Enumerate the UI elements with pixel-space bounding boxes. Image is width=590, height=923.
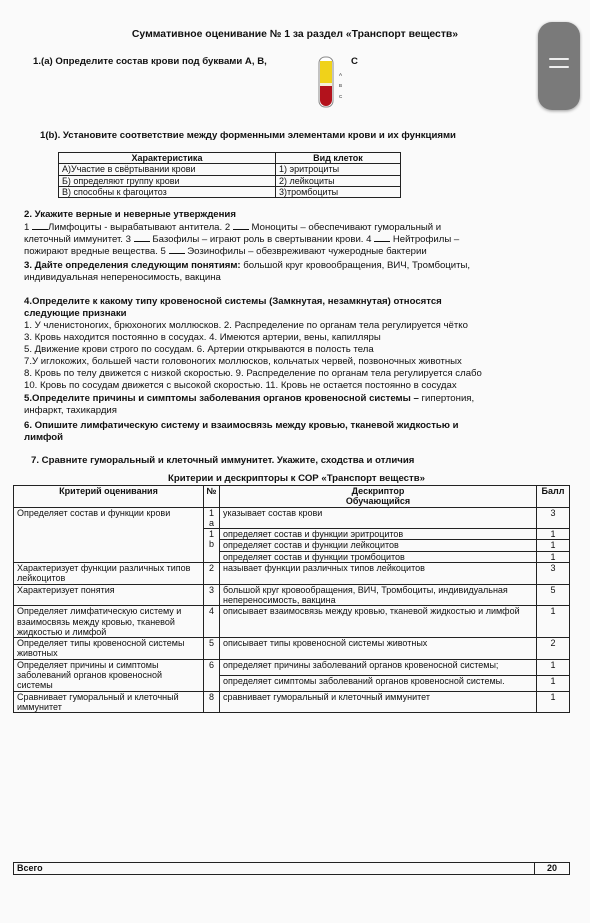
number-cell: 2: [204, 563, 220, 585]
table-row: [59, 175, 401, 186]
table-cell: 3)тромбоциты: [276, 186, 401, 197]
table-row: [14, 638, 570, 660]
score-cell: 3: [537, 563, 570, 585]
table-cell: 1) эритроциты: [276, 164, 401, 175]
total-value: 20: [535, 863, 570, 875]
statement-text: Лимфоциты - вырабатывают антитела. 2: [48, 222, 231, 233]
score-cell: 1: [537, 606, 570, 638]
question-5-line-2: инфаркт, тахикардия: [24, 405, 117, 416]
question-4-line: 5. Движение крови строго по сосудам. 6. Артерии открываются в полость тела: [24, 344, 374, 355]
answer-blank[interactable]: [32, 221, 48, 230]
svg-text:A: A: [339, 72, 343, 77]
statement-text: Базофилы – играют роль в свертывании крови. 4: [152, 234, 372, 245]
number-cell: 3: [204, 584, 220, 606]
question-4-line: 10. Кровь по сосудам движется с высокой скоростью. 11. Кровь не остается постоянно в сосудах: [24, 380, 457, 391]
page-title: Суммативное оценивание № 1 за раздел «Транспорт веществ»: [131, 29, 459, 40]
total-label: Всего: [14, 863, 535, 875]
matching-header-cell-type: Вид клеток: [276, 153, 401, 164]
header-criterion: Критерий оценивания: [14, 486, 204, 508]
criterion-cell: Определяет лимфатическую систему и взаимосвязь между кровью, тканевой жидкостью и лимфой: [14, 606, 204, 638]
total-row: [13, 862, 570, 875]
question-4-line: 1. У членистоногих, брюхоногих моллюсков. 2. Распределение по органам тела регулируется чётко: [24, 320, 468, 331]
descriptor-cell: называет функции различных типов лейкоцитов: [220, 563, 537, 585]
table-row: [14, 584, 570, 606]
number-cell: 1 а: [204, 507, 220, 529]
statement-number: 1: [24, 222, 30, 233]
criterion-cell: Определяет состав и функции крови: [14, 507, 204, 562]
answer-blank[interactable]: [374, 233, 390, 242]
question-4-line: 3. Кровь находится постоянно в сосудах. 4. Имеются артерии, вены, капилляры: [24, 332, 381, 343]
table-row: [14, 563, 570, 585]
descriptor-cell: большой круг кровообращения, ВИЧ, Тромбоциты, индивидуальная непереносимость, вакцина: [220, 584, 537, 606]
number-cell: 4: [204, 606, 220, 638]
question-2-line-3: [24, 245, 427, 257]
criteria-title: Критерии и дескрипторы к СОР «Транспорт веществ»: [168, 473, 425, 484]
statement-text: клеточный иммунитет. 3: [24, 234, 131, 245]
descriptor-cell: определяет симптомы заболеваний органов кровеносной системы.: [220, 675, 537, 691]
number-cell: 1 b: [204, 529, 220, 563]
header-number: №: [204, 486, 220, 508]
descriptor-cell: сравнивает гуморальный и клеточный иммунитет: [220, 691, 537, 713]
score-cell: 1: [537, 659, 570, 675]
criteria-header-row: [14, 486, 570, 508]
table-row: [59, 186, 401, 197]
question-4-heading: 4.Определите к какому типу кровеносной системы (Замкнутая, незамкнутая) относятся: [24, 296, 442, 307]
table-row: [14, 659, 570, 675]
question-5: [24, 393, 474, 404]
statement-text: Нейтрофилы –: [392, 234, 460, 245]
number-cell: 6: [204, 659, 220, 691]
scroll-handle[interactable]: [538, 22, 580, 110]
question-3-line-2: индивидуальная непереносимость, вакцина: [24, 272, 221, 283]
question-5-heading: 5.Определите причины и симптомы заболевания органов кровеносной системы –: [24, 393, 419, 404]
score-cell: 1: [537, 551, 570, 562]
score-cell: 1: [537, 540, 570, 551]
score-cell: 5: [537, 584, 570, 606]
question-4-line: 7.У иглокожих, большей части головоногих моллюсков, кольчатых червей, позвоночных животных: [24, 356, 462, 367]
matching-header-characteristic: Характеристика: [59, 153, 276, 164]
svg-text:C: C: [339, 94, 343, 99]
question-3: [24, 260, 470, 271]
criterion-cell: Определяет типы кровеносной системы животных: [14, 638, 204, 660]
criterion-cell: Характеризует функции различных типов лейкоцитов: [14, 563, 204, 585]
question-5-diseases: гипертония,: [418, 393, 475, 404]
question-3-terms: большой круг кровообращения, ВИЧ, Тромбоциты,: [240, 260, 471, 271]
descriptor-cell: определяет состав и функции эритроцитов: [220, 529, 537, 540]
descriptor-cell: определяет состав и функции тромбоцитов: [220, 551, 537, 562]
svg-text:B: B: [339, 83, 343, 88]
question-6-heading: 6. Опишите лимфатическую систему и взаимосвязь между кровью, тканевой жидкостью и: [24, 420, 459, 431]
question-6-heading-2: лимфой: [24, 432, 63, 443]
number-cell: 8: [204, 691, 220, 713]
question-7-heading: 7. Сравните гуморальный и клеточный иммунитет. Укажите, сходства и отличия: [31, 455, 415, 466]
statement-text: пожирают вредные вещества. 5: [24, 246, 166, 257]
question-2-line-2: [24, 233, 459, 245]
blood-test-tube-image: [310, 55, 350, 111]
answer-blank[interactable]: [169, 245, 185, 254]
table-row: [59, 164, 401, 175]
table-row: [14, 691, 570, 713]
handle-grip-line: [549, 66, 569, 68]
table-cell: А)Участие в свёртывании крови: [59, 164, 276, 175]
question-1a-letter-c: С: [351, 56, 358, 67]
descriptor-cell: описывает взаимосвязь между кровью, тканевой жидкостью и лимфой: [220, 606, 537, 638]
question-1a: 1.(а) Определите состав крови под буквами А, В,: [33, 56, 267, 67]
statement-text: Моноциты – обеспечивают гуморальный и: [251, 222, 442, 233]
answer-blank[interactable]: [134, 233, 150, 242]
score-cell: 1: [537, 675, 570, 691]
answer-blank[interactable]: [233, 221, 249, 230]
descriptor-cell: определяет состав и функции лейкоцитов: [220, 540, 537, 551]
descriptor-cell: указывает состав крови: [220, 507, 537, 529]
table-cell: Б) определяют группу крови: [59, 175, 276, 186]
statement-text: Эозинофилы – обезвреживают чужеродные бактерии: [187, 246, 427, 257]
question-4-heading-2: следующие признаки: [24, 308, 127, 319]
score-cell: 3: [537, 507, 570, 529]
handle-grip-line: [549, 58, 569, 60]
score-cell: 1: [537, 529, 570, 540]
criteria-table: [13, 485, 570, 713]
table-row: [14, 606, 570, 638]
header-descriptor-sub: Обучающийся: [345, 496, 411, 507]
question-2-line-1: [24, 221, 441, 233]
header-score: Балл: [537, 486, 570, 508]
question-2-heading: 2. Укажите верные и неверные утверждения: [24, 209, 236, 220]
score-cell: 1: [537, 691, 570, 713]
criterion-cell: Определяет причины и симптомы заболеваний органов кровеносной системы: [14, 659, 204, 691]
header-descriptor: [220, 486, 537, 508]
descriptor-cell: определяет причины заболеваний органов кровеносной системы;: [220, 659, 537, 675]
header-descriptor-label: Дескриптор: [351, 486, 405, 496]
criterion-cell: Характеризует понятия: [14, 584, 204, 606]
question-4-line: 8. Кровь по телу движется с низкой скоростью. 9. Распределение по органам тела регулируется слабо: [24, 368, 482, 379]
table-cell: В) способны к фагоцитоз: [59, 186, 276, 197]
table-cell: 2) лейкоциты: [276, 175, 401, 186]
question-3-heading: 3. Дайте определения следующим понятиям:: [24, 260, 241, 271]
descriptor-cell: описывает типы кровеносной системы животных: [220, 638, 537, 660]
matching-table: [58, 152, 401, 198]
criterion-cell: Сравнивает гуморальный и клеточный иммунитет: [14, 691, 204, 713]
number-cell: 5: [204, 638, 220, 660]
score-cell: 2: [537, 638, 570, 660]
question-1b-heading: 1(b). Установите соответствие между форменными элементами крови и их функциями: [40, 130, 456, 141]
table-row: [14, 507, 570, 529]
